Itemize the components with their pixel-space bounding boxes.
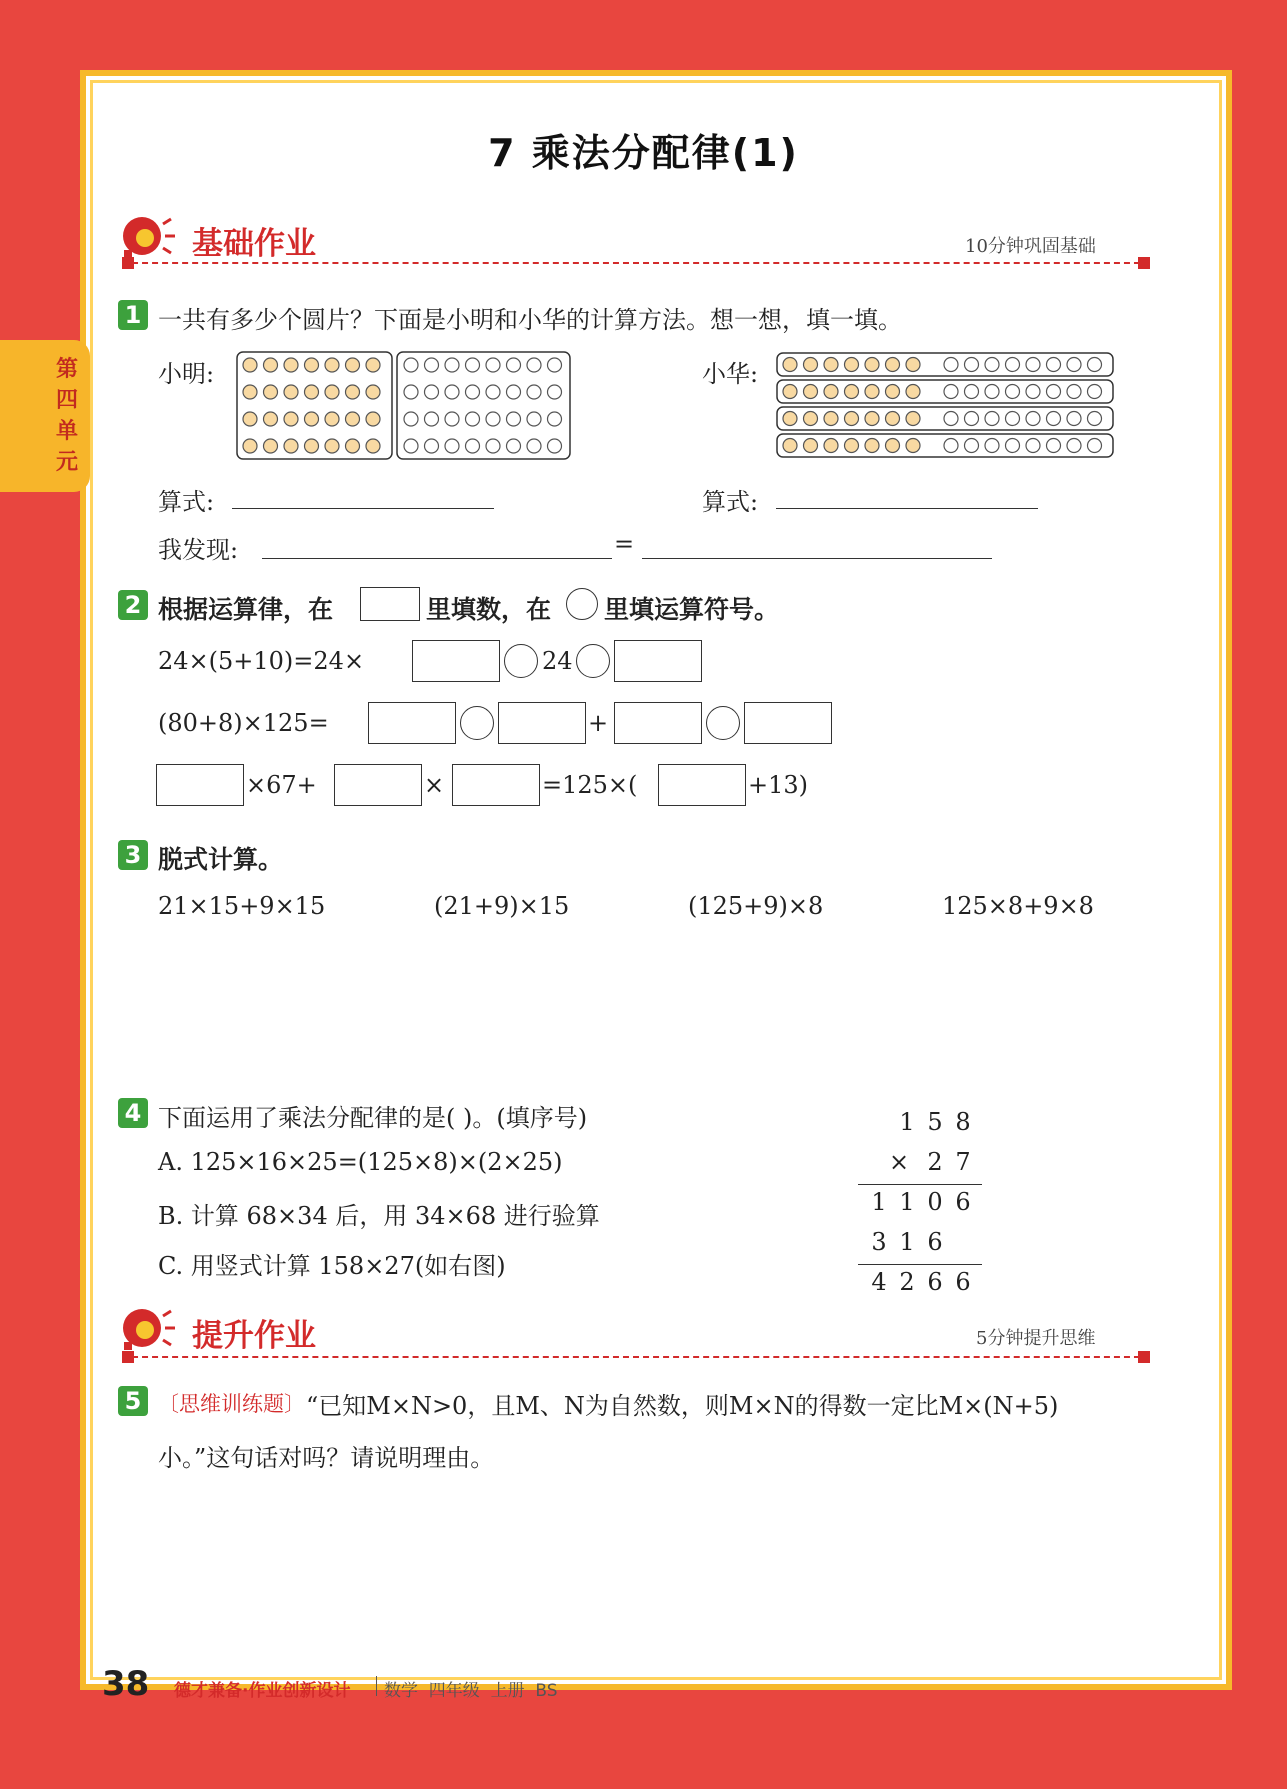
filled-dot bbox=[264, 439, 278, 453]
empty-dot bbox=[404, 358, 418, 372]
question-2-prompt-a: 根据运算律，在 bbox=[158, 595, 334, 624]
formula-label-xiaohua: 算式: bbox=[702, 488, 759, 516]
footer-brand: 德才兼备·作业创新设计 bbox=[174, 1681, 351, 1701]
empty-dot bbox=[985, 385, 999, 399]
filled-dot bbox=[264, 358, 278, 372]
filled-dot bbox=[804, 412, 818, 426]
section-advanced-label: 提升作业 bbox=[192, 1318, 316, 1354]
page-number: 38 bbox=[102, 1664, 150, 1704]
empty-dot bbox=[1047, 412, 1061, 426]
filled-dot bbox=[783, 439, 797, 453]
discover-label: 我发现: bbox=[158, 536, 239, 564]
empty-dot bbox=[985, 358, 999, 372]
empty-dot bbox=[548, 439, 562, 453]
vm-digit: 0 bbox=[927, 1188, 943, 1216]
empty-dot bbox=[466, 439, 480, 453]
empty-dot bbox=[527, 412, 541, 426]
empty-dot bbox=[944, 385, 958, 399]
thinking-tag: 〔思维训练题〕 bbox=[158, 1392, 305, 1416]
q4-option-a: A. 125×16×25=(125×8)×(2×25) bbox=[158, 1148, 563, 1176]
q2-line2-plus: + bbox=[588, 709, 609, 737]
question-5-line-2: 小。”这句话对吗？请说明理由。 bbox=[158, 1444, 495, 1472]
q2-line3-c: =125×( bbox=[542, 771, 638, 799]
vm-digit: 6 bbox=[955, 1268, 971, 1296]
q2-line2-circle1[interactable] bbox=[460, 706, 494, 740]
filled-dot bbox=[305, 358, 319, 372]
xiaoming-label: 小明: bbox=[158, 360, 215, 388]
filled-dot bbox=[886, 412, 900, 426]
empty-dot bbox=[507, 385, 521, 399]
question-2-prompt-c: 里填运算符号。 bbox=[604, 595, 780, 624]
filled-dot bbox=[284, 439, 298, 453]
q2-line1-circle1[interactable] bbox=[504, 644, 538, 678]
empty-dot bbox=[1006, 412, 1020, 426]
filled-dot bbox=[804, 385, 818, 399]
filled-dot bbox=[906, 412, 920, 426]
empty-dot bbox=[1088, 358, 1102, 372]
empty-dot bbox=[985, 439, 999, 453]
vm-digit: 2 bbox=[899, 1268, 915, 1296]
filled-dot bbox=[906, 358, 920, 372]
vm-digit: 7 bbox=[955, 1148, 971, 1176]
page-title: 7 乘法分配律(1) bbox=[488, 131, 799, 175]
footer-info: 数学 四年级 上册 BS bbox=[384, 1681, 558, 1701]
empty-dot bbox=[1088, 439, 1102, 453]
filled-dot bbox=[284, 385, 298, 399]
q3-item-1: 21×15+9×15 bbox=[158, 892, 326, 920]
filled-dot bbox=[243, 439, 257, 453]
q3-item-2: (21+9)×15 bbox=[434, 892, 570, 920]
q2-line2-box4[interactable] bbox=[744, 702, 832, 744]
divider-end-right bbox=[1138, 257, 1150, 269]
q2-line2-box3[interactable] bbox=[614, 702, 702, 744]
empty-dot bbox=[965, 412, 979, 426]
prompt-circle-sample bbox=[566, 588, 598, 620]
question-4-prompt: 下面运用了乘法分配律的是( )。(填序号) bbox=[158, 1104, 588, 1132]
filled-dot bbox=[325, 385, 339, 399]
q2-line1-box1[interactable] bbox=[412, 640, 500, 682]
filled-dot bbox=[783, 412, 797, 426]
vm-digit: 1 bbox=[899, 1228, 915, 1256]
q2-line3-box3[interactable] bbox=[452, 764, 540, 806]
filled-dot bbox=[264, 385, 278, 399]
filled-dot bbox=[366, 439, 380, 453]
empty-dot bbox=[507, 439, 521, 453]
discover-equals: = bbox=[614, 530, 635, 558]
divider-end-left bbox=[122, 1351, 134, 1363]
filled-dot bbox=[886, 358, 900, 372]
prompt-box-sample bbox=[360, 587, 420, 621]
filled-dot bbox=[366, 385, 380, 399]
filled-dot bbox=[783, 358, 797, 372]
empty-dot bbox=[404, 385, 418, 399]
empty-dot bbox=[1088, 385, 1102, 399]
xiaoming-dot-figure bbox=[236, 351, 572, 465]
empty-dot bbox=[1067, 439, 1081, 453]
empty-dot bbox=[1067, 412, 1081, 426]
vm-digit: 6 bbox=[955, 1188, 971, 1216]
empty-dot bbox=[944, 412, 958, 426]
filled-dot bbox=[865, 439, 879, 453]
filled-dot bbox=[305, 412, 319, 426]
q2-line1-mid: 24 bbox=[542, 647, 573, 675]
empty-dot bbox=[548, 412, 562, 426]
q2-line1-box2[interactable] bbox=[614, 640, 702, 682]
formula-answer-line-xiaohua[interactable] bbox=[776, 508, 1038, 509]
vm-rule-2 bbox=[858, 1264, 982, 1265]
q2-line2-start: (80+8)×125= bbox=[158, 709, 329, 737]
empty-dot bbox=[1067, 385, 1081, 399]
empty-dot bbox=[1026, 412, 1040, 426]
empty-dot bbox=[548, 385, 562, 399]
empty-dot bbox=[486, 439, 500, 453]
filled-dot bbox=[325, 412, 339, 426]
lightbulb-icon bbox=[118, 1302, 178, 1354]
filled-dot bbox=[346, 412, 360, 426]
q3-item-4: 125×8+9×8 bbox=[942, 892, 1094, 920]
filled-dot bbox=[305, 385, 319, 399]
filled-dot bbox=[243, 385, 257, 399]
xiaohua-label: 小华: bbox=[702, 360, 759, 388]
empty-dot bbox=[1006, 385, 1020, 399]
lightbulb-icon bbox=[118, 210, 168, 260]
filled-dot bbox=[865, 385, 879, 399]
unit-tab bbox=[0, 340, 90, 492]
empty-dot bbox=[944, 439, 958, 453]
empty-dot bbox=[486, 412, 500, 426]
empty-dot bbox=[1006, 358, 1020, 372]
q2-line3-b: × bbox=[424, 771, 445, 799]
vm-digit: 8 bbox=[955, 1108, 971, 1136]
empty-dot bbox=[486, 385, 500, 399]
empty-dot bbox=[404, 439, 418, 453]
empty-dot bbox=[527, 358, 541, 372]
empty-dot bbox=[1006, 439, 1020, 453]
filled-dot bbox=[845, 412, 859, 426]
filled-dot bbox=[346, 439, 360, 453]
section-divider bbox=[122, 262, 1150, 264]
empty-dot bbox=[944, 358, 958, 372]
filled-dot bbox=[325, 358, 339, 372]
filled-dot bbox=[845, 385, 859, 399]
filled-dot bbox=[906, 385, 920, 399]
vm-operator: × bbox=[888, 1148, 910, 1176]
filled-dot bbox=[366, 358, 380, 372]
empty-dot bbox=[1026, 439, 1040, 453]
empty-dot bbox=[965, 385, 979, 399]
empty-dot bbox=[965, 439, 979, 453]
empty-dot bbox=[425, 385, 439, 399]
vm-digit: 5 bbox=[927, 1108, 943, 1136]
q2-line3-box1[interactable] bbox=[156, 764, 244, 806]
filled-dot bbox=[284, 358, 298, 372]
divider-end-left bbox=[122, 257, 134, 269]
empty-dot bbox=[445, 439, 459, 453]
empty-dot bbox=[445, 385, 459, 399]
q3-item-3: (125+9)×8 bbox=[688, 892, 824, 920]
empty-dot bbox=[1026, 358, 1040, 372]
empty-dot bbox=[527, 385, 541, 399]
filled-dot bbox=[906, 439, 920, 453]
empty-dot bbox=[425, 358, 439, 372]
empty-dot bbox=[1088, 412, 1102, 426]
filled-dot bbox=[284, 412, 298, 426]
empty-dot bbox=[445, 358, 459, 372]
vm-digit: 3 bbox=[871, 1228, 887, 1256]
filled-dot bbox=[346, 385, 360, 399]
empty-dot bbox=[466, 412, 480, 426]
empty-dot bbox=[1047, 358, 1061, 372]
divider-end-right bbox=[1138, 1351, 1150, 1363]
q2-line1-circle2[interactable] bbox=[576, 644, 610, 678]
empty-dot bbox=[445, 412, 459, 426]
filled-dot bbox=[865, 358, 879, 372]
empty-dot bbox=[507, 412, 521, 426]
vm-digit: 1 bbox=[871, 1188, 887, 1216]
filled-dot bbox=[366, 412, 380, 426]
question-5-number: 5 bbox=[118, 1386, 148, 1416]
empty-dot bbox=[425, 439, 439, 453]
discover-answer-line-right[interactable] bbox=[642, 558, 992, 559]
filled-dot bbox=[845, 439, 859, 453]
q4-option-b: B. 计算 68×34 后，用 34×68 进行验算 bbox=[158, 1202, 600, 1230]
question-1-prompt: 一共有多少个圆片？下面是小明和小华的计算方法。想一想，填一填。 bbox=[158, 306, 902, 334]
filled-dot bbox=[824, 358, 838, 372]
q2-line3-box4[interactable] bbox=[658, 764, 746, 806]
formula-answer-line-xiaoming[interactable] bbox=[232, 508, 494, 509]
question-3-prompt: 脱式计算。 bbox=[158, 845, 284, 874]
section-basic-note: 10分钟巩固基础 bbox=[965, 236, 1096, 257]
filled-dot bbox=[243, 412, 257, 426]
unit-tab-label: 第四单元 bbox=[55, 357, 78, 475]
question-3-number: 3 bbox=[118, 840, 148, 870]
question-5-line-1: “已知M×N>0，且M、N为自然数，则M×N的得数一定比M×(N+5) bbox=[306, 1392, 1059, 1420]
footer-separator bbox=[376, 1676, 377, 1696]
filled-dot bbox=[264, 412, 278, 426]
empty-dot bbox=[425, 412, 439, 426]
filled-dot bbox=[243, 358, 257, 372]
section-divider bbox=[122, 1356, 1150, 1358]
empty-dot bbox=[507, 358, 521, 372]
q2-line2-circle2[interactable] bbox=[706, 706, 740, 740]
q2-line3-box2[interactable] bbox=[334, 764, 422, 806]
filled-dot bbox=[824, 385, 838, 399]
question-1-number: 1 bbox=[118, 300, 148, 330]
filled-dot bbox=[325, 439, 339, 453]
filled-dot bbox=[865, 412, 879, 426]
filled-dot bbox=[824, 439, 838, 453]
q2-line1-start: 24×(5+10)=24× bbox=[158, 647, 365, 675]
q2-line2-box1[interactable] bbox=[368, 702, 456, 744]
filled-dot bbox=[783, 385, 797, 399]
section-basic-label: 基础作业 bbox=[192, 226, 316, 262]
empty-dot bbox=[404, 412, 418, 426]
q2-line3-a: ×67+ bbox=[246, 771, 317, 799]
empty-dot bbox=[486, 358, 500, 372]
empty-dot bbox=[527, 439, 541, 453]
vm-digit: 1 bbox=[899, 1108, 915, 1136]
formula-label-xiaoming: 算式: bbox=[158, 488, 215, 516]
question-4-number: 4 bbox=[118, 1098, 148, 1128]
filled-dot bbox=[824, 412, 838, 426]
question-2-number: 2 bbox=[118, 590, 148, 620]
vm-rule-1 bbox=[858, 1184, 982, 1185]
filled-dot bbox=[305, 439, 319, 453]
empty-dot bbox=[1047, 385, 1061, 399]
q2-line3-d: +13) bbox=[748, 771, 809, 799]
vm-digit: 4 bbox=[871, 1268, 887, 1296]
empty-dot bbox=[965, 358, 979, 372]
empty-dot bbox=[1026, 385, 1040, 399]
empty-dot bbox=[548, 358, 562, 372]
question-2-prompt-b: 里填数，在 bbox=[426, 595, 552, 624]
filled-dot bbox=[886, 439, 900, 453]
filled-dot bbox=[845, 358, 859, 372]
empty-dot bbox=[466, 358, 480, 372]
section-advanced-note: 5分钟提升思维 bbox=[976, 1328, 1096, 1349]
vm-digit: 1 bbox=[899, 1188, 915, 1216]
filled-dot bbox=[804, 439, 818, 453]
empty-dot bbox=[466, 385, 480, 399]
q4-option-c: C. 用竖式计算 158×27(如右图) bbox=[158, 1252, 506, 1280]
vm-digit: 6 bbox=[927, 1228, 943, 1256]
filled-dot bbox=[886, 385, 900, 399]
filled-dot bbox=[346, 358, 360, 372]
xiaohua-dot-figure bbox=[776, 351, 1116, 465]
empty-dot bbox=[985, 412, 999, 426]
empty-dot bbox=[1067, 358, 1081, 372]
q2-line2-box2[interactable] bbox=[498, 702, 586, 744]
vm-digit: 6 bbox=[927, 1268, 943, 1296]
vm-digit: 2 bbox=[927, 1148, 943, 1176]
empty-dot bbox=[1047, 439, 1061, 453]
vertical-multiplication bbox=[858, 1100, 982, 1300]
filled-dot bbox=[804, 358, 818, 372]
discover-answer-line-left[interactable] bbox=[262, 558, 612, 559]
